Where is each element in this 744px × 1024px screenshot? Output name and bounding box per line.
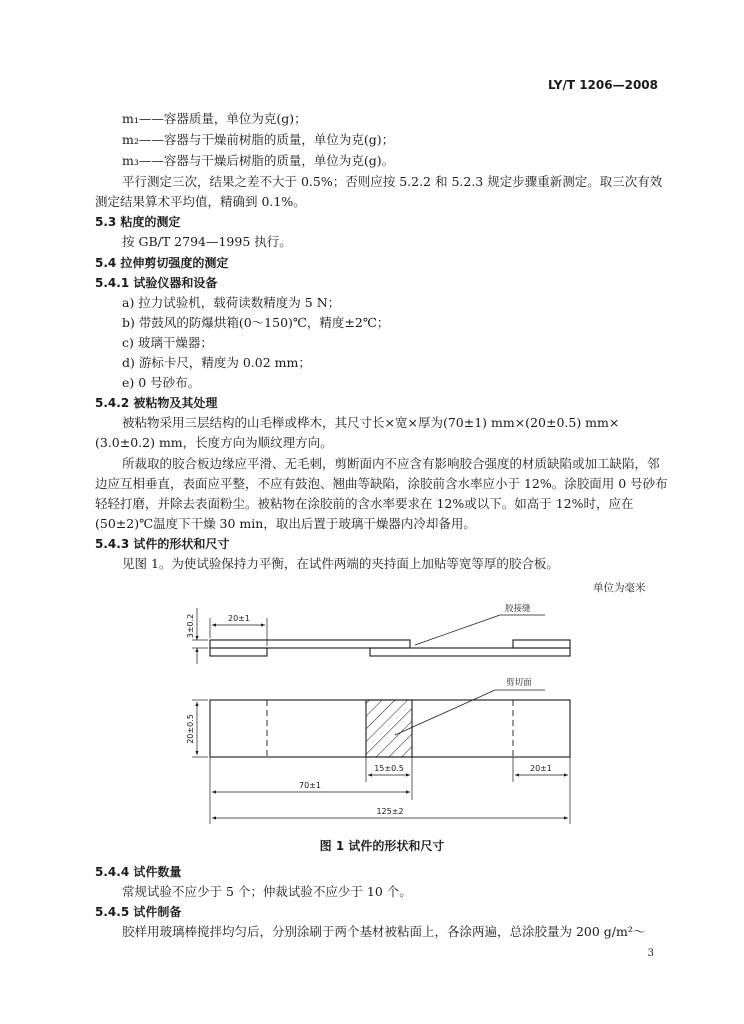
section-heading-5-4-5: 5.4.5 试件制备	[95, 905, 182, 919]
dimension-clamp-right: 20±1	[530, 764, 552, 773]
upper-piece	[210, 640, 410, 648]
list-item-d: d) 游标卡尺，精度为 0.02 mm；	[122, 355, 311, 370]
shear-area-hatch	[366, 700, 412, 757]
dimension-overlap: 15±0.5	[374, 764, 404, 773]
paragraph-line: 所裁取的胶合板边缘应平滑、无毛刺，剪断面内不应含有影响胶合强度的材质缺陷或加工缺陷，邻	[122, 456, 660, 471]
clamp-plate-right	[513, 640, 570, 648]
list-item-e: e) 0 号砂布。	[122, 375, 201, 390]
paragraph-line: (3.0±0.2) mm，长度方向为顺纹理方向。	[95, 435, 333, 450]
paragraph-line: 按 GB/T 2794—1995 执行。	[122, 234, 292, 249]
unit-note: 单位为毫米	[593, 582, 646, 594]
lower-piece	[370, 648, 570, 656]
paragraph-line: 被粘物采用三层结构的山毛榉或桦木，其尺寸长×宽×厚为(70±1) mm×(20±0.5) mm×	[122, 415, 620, 430]
section-heading-5-4-4: 5.4.4 试件数量	[95, 865, 182, 879]
paragraph-line: 常规试验不应少于 5 个；仲裁试验不应少于 10 个。	[122, 884, 412, 899]
section-heading-5-4-3: 5.4.3 试件的形状和尺寸	[95, 537, 230, 551]
list-item-a: a) 拉力试验机，载荷读数精度为 5 N；	[122, 295, 341, 310]
paragraph-line: 平行测定三次，结果之差不大于 0.5%；否则应按 5.2.2 和 5.2.3 规定步骤重新测定。取三次有效	[122, 174, 663, 189]
dimension-thickness: 3±0.2	[186, 613, 195, 639]
side-view	[210, 640, 570, 656]
list-item-b: b) 带鼓风的防爆烘箱(0～150)℃，精度±2℃；	[122, 315, 390, 330]
paragraph-line: 测定结果算术平均值，精确到 0.1%。	[95, 194, 306, 209]
section-heading-5-4-2: 5.4.2 被粘物及其处理	[95, 396, 218, 410]
dimension-width: 20±0.5	[186, 714, 195, 744]
standard-code: LY/T 1206—2008	[547, 78, 658, 92]
paragraph-line: (50±2)℃温度下干燥 30 min，取出后置于玻璃干燥器内冷却备用。	[95, 516, 476, 531]
figure-caption: 图 1 试件的形状和尺寸	[319, 839, 445, 853]
symbol-m3: m₃——容器与干燥后树脂的质量，单位为克(g)。	[122, 153, 395, 168]
label-shear-face: 剪切面	[506, 678, 532, 688]
dimension-total-length: 125±2	[376, 807, 404, 816]
clamp-plate-left	[210, 648, 267, 656]
dimension-clamp-top: 20±1	[228, 614, 250, 623]
paragraph-line: 边应互相垂直，表面应平整，不应有鼓泡、翘曲等缺陷，涂胶前含水率应小于 12%。涂胶面用 0 号砂布	[95, 476, 668, 491]
symbol-m1: m₁——容器质量，单位为克(g)；	[122, 111, 307, 126]
section-heading-5-4: 5.4 拉伸剪切强度的测定	[95, 256, 229, 270]
paragraph-line: 见图 1。为使试验保持力平衡，在试件两端的夹持面上加贴等宽等厚的胶合板。	[122, 556, 559, 571]
paragraph-line: 胶样用玻璃棒搅拌均匀后，分别涂刷于两个基材被粘面上，各涂两遍，总涂胶量为 200 g/m²～	[122, 924, 646, 939]
symbol-m2: m₂——容器与干燥前树脂的质量，单位为克(g)；	[122, 132, 395, 147]
section-heading-5-3: 5.3 粘度的测定	[95, 215, 181, 229]
page-number: 3	[647, 948, 654, 959]
section-heading-5-4-1: 5.4.1 试验仪器和设备	[95, 276, 218, 290]
label-glue-line: 胶接缝	[505, 604, 531, 614]
dimension-piece-length: 70±1	[299, 781, 321, 790]
list-item-c: c) 玻璃干燥器；	[122, 335, 213, 350]
paragraph-line: 轻轻打磨，并除去表面粉尘。被粘物在涂胶前的含水率要求在 12%或以下。如高于 12%时，应在	[95, 496, 634, 511]
